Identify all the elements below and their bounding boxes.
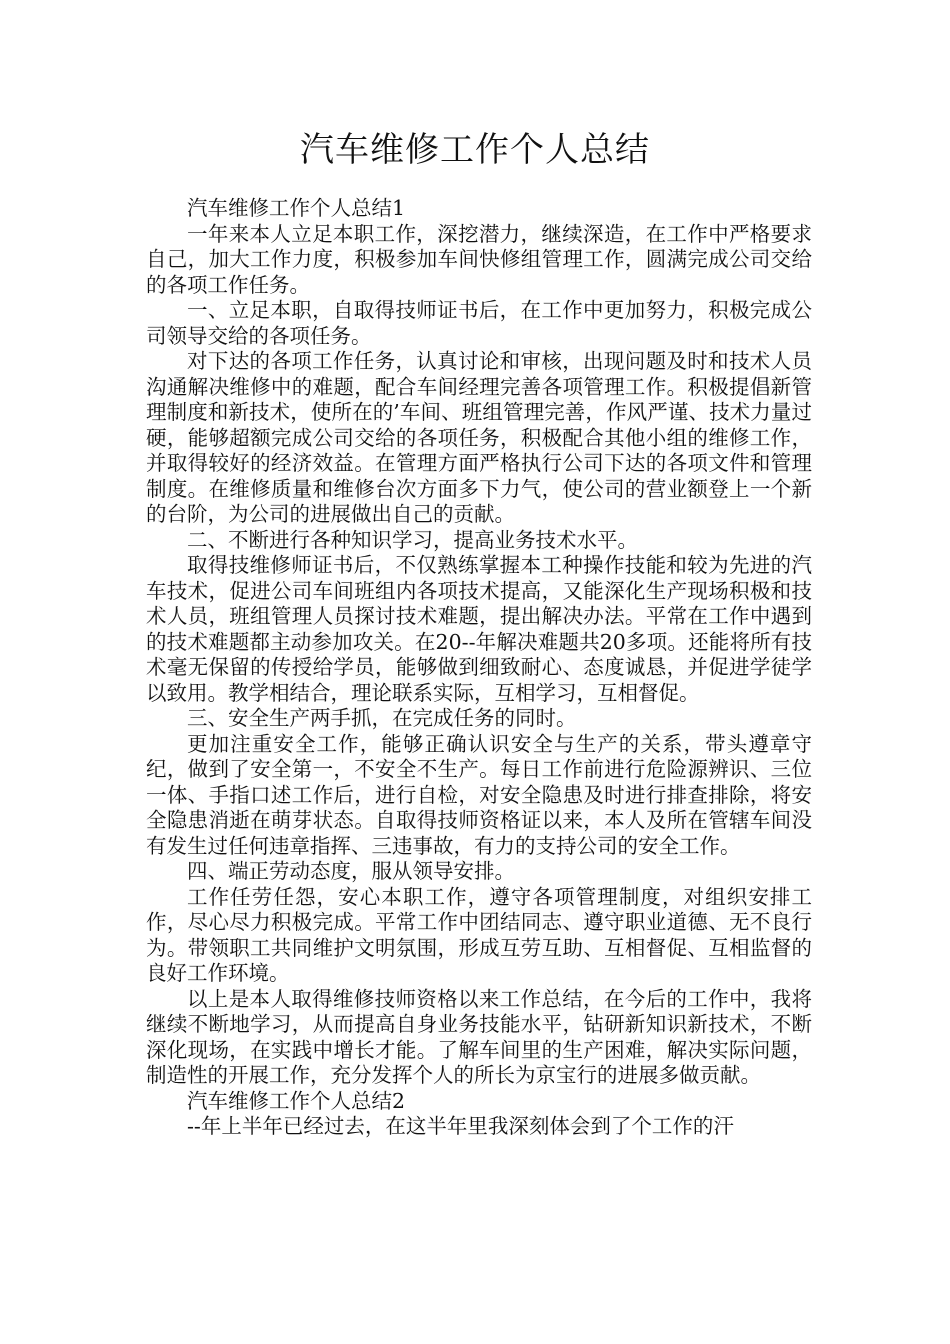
point-heading-1: 一、立足本职，自取得技师证书后，在工作中更加努力，积极完成公司领导交给的各项任务。 (146, 298, 812, 348)
document-body (146, 196, 812, 1140)
point-heading-2: 二、不断进行各种知识学习，提高业务技术水平。 (187, 527, 638, 552)
section-heading-1: 汽车维修工作个人总结1 (187, 196, 406, 220)
body-paragraph: 取得技维修师证书后，不仅熟练掌握本工种操作技能和较为先进的汽车技术，促进公司车间班组内各项技术提高，又能深化生产现场积极和技术人员，班组管理人员探讨技术难题，提出解决办法。平常在工作中遇到的技术难题都主动参加攻关。在20--年解决难题共20多项。还能将所有技术毫无保留的传授给学员，能够做到细致耐心、态度诚恳，并促进学徒学以致用。教学相结合，理论联系实际，互相学习，互相督促。 (146, 553, 812, 705)
document-title: 汽车维修工作个人总结 (300, 130, 650, 170)
body-paragraph: 工作任劳任怨，安心本职工作，遵守各项管理制度，对组织安排工作，尽心尽力积极完成。平常工作中团结同志、遵守职业道德、无不良行为。带领职工共同维护文明氛围，形成互劳互助、互相督促、互相监督的良好工作环境。 (146, 884, 812, 985)
body-paragraph: 以上是本人取得维修技师资格以来工作总结，在今后的工作中，我将继续不断地学习，从而提高自身业务技能水平，钻研新知识新技术，不断深化现场，在实践中增长才能。了解车间里的生产困难，解决实际问题，制造性的开展工作，充分发挥个人的所长为京宝行的进展多做贡献。 (146, 986, 812, 1087)
body-paragraph: --年上半年已经过去，在这半年里我深刻体会到了个工作的汗 (187, 1114, 734, 1138)
body-paragraph: 更加注重安全工作，能够正确认识安全与生产的关系，带头遵章守纪，做到了安全第一，不安全不生产。每日工作前进行危险源辨识、三位一体、手指口述工作后，进行自检，对安全隐患及时进行排查排除，将安全隐患消逝在萌芽状态。自取得技师资格证以来，本人及所在管辖车间没有发生过任何违章指挥、三违事故，有力的支持公司的安全工作。 (146, 731, 812, 858)
point-heading-3: 三、安全生产两手抓，在完成任务的同时。 (187, 706, 577, 730)
point-heading-4: 四、端正劳动态度，服从领导安排。 (187, 859, 515, 883)
section-heading-2: 汽车维修工作个人总结2 (187, 1088, 406, 1113)
body-paragraph: 一年来本人立足本职工作，深挖潜力，继续深造，在工作中严格要求自己，加大工作力度，积极参加车间快修组管理工作，圆满完成公司交给的各项工作任务。 (146, 221, 812, 297)
body-paragraph: 对下达的各项工作任务，认真讨论和审核，出现问题及时和技术人员沟通解决维修中的难题，配合车间经理完善各项管理工作。积极提倡新管理制度和新技术，使所在的’车间、班组管理完善，作风严谨、技术力量过硬，能够超额完成公司交给的各项任务，积极配合其他小组的维修工作，并取得较好的经济效益。在管理方面严格执行公司下达的各项文件和管理制度。在维修质量和维修台次方面多下力气，使公司的营业额登上一个新的台阶，为公司的进展做出自己的贡献。 (146, 349, 812, 526)
